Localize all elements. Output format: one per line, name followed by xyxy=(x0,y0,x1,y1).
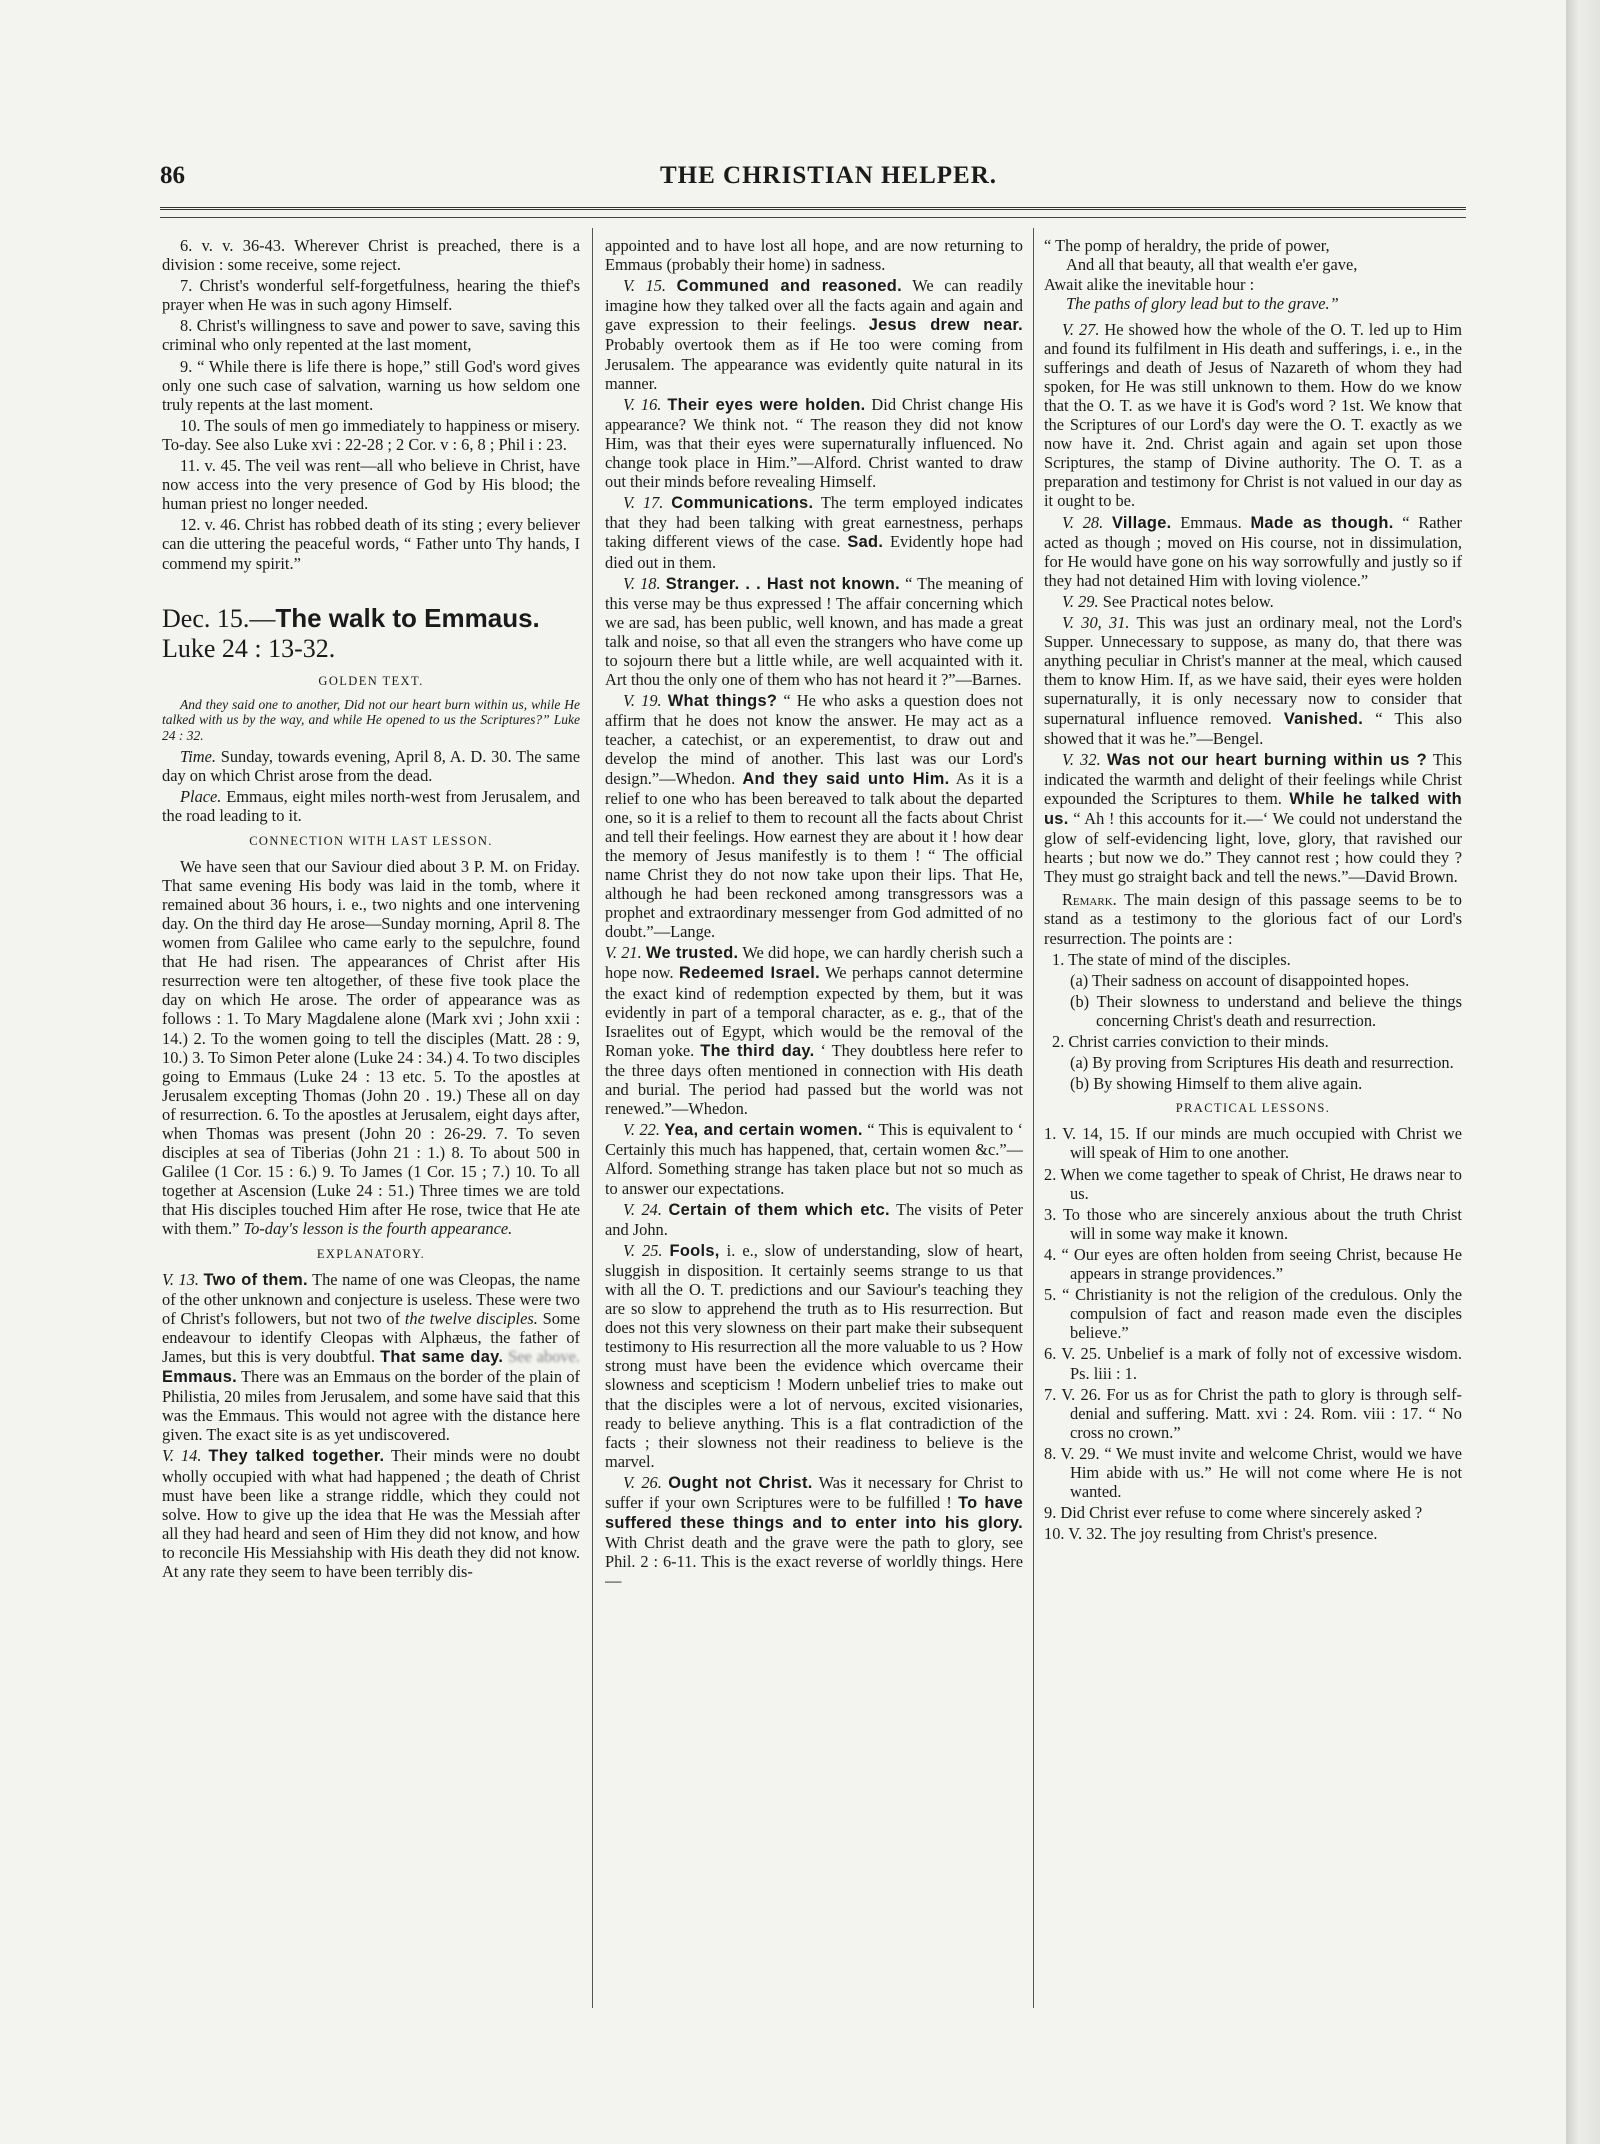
verse-13-see-above: See above. xyxy=(508,1347,580,1366)
remark-paragraph xyxy=(1044,890,1462,947)
verse-32-text-2: “ Ah ! this accounts for it.—‘ We could not understand the glow of self-evidencing light, love, glory, that ravished our hearts ; but now we do.” They cannot rest ; how could they ? They must go straight back and tell the news.”—David Brown. xyxy=(1044,808,1462,887)
verse-25-note xyxy=(605,1241,1023,1471)
verse-26-text: Was it necessary for Christ to suffer if your own Scriptures were to be fulfilled ! xyxy=(605,1472,1023,1512)
connection-paragraph xyxy=(162,857,580,1239)
note-6: 6. v. v. 36-43. Wherever Christ is preached, there is a division : some receive, some reject. xyxy=(162,236,580,275)
practical-lesson-1: 1. V. 14, 15. If our minds are much occupied with Christ we will speak of Him to one another. xyxy=(1044,1124,1462,1163)
verse-14-ref: V. 14. xyxy=(162,1446,202,1466)
golden-text-heading: GOLDEN TEXT. xyxy=(318,673,424,688)
verse-21-text-2: We perhaps cannot determine the exact kind of redemption expected by them, but it was evidently in part of a temporal character, as e. g., that of the Israelites out of Egypt, which would be the removal of the Roman yoke. xyxy=(605,963,1023,1060)
column-divider-1 xyxy=(592,228,593,2008)
note-12: 12. v. 46. Christ has robbed death of its sting ; every believer can die uttering the peaceful words, “ Father unto Thy hands, I commend my spirit.” xyxy=(162,515,580,573)
time-label: Time. xyxy=(180,747,216,767)
verse-24-text: The visits of Peter and John. xyxy=(605,1199,1023,1239)
running-title: THE CHRISTIAN HELPER. xyxy=(660,162,998,189)
verse-24-ref: V. 24. xyxy=(623,1199,662,1219)
verse-15-heading-2: Jesus drew near. xyxy=(868,316,1023,335)
practical-lesson-4: 4. “ Our eyes are often holden from seeing Christ, because He appears in strange providences.” xyxy=(1044,1244,1462,1284)
page-edge-shadow xyxy=(1566,0,1600,2144)
verse-22-text: “ This is equivalent to ‘ Certainly this much has happened, that, certain women &c.”—Alford. Something strange has taken place but not so much as to answer our expectations. xyxy=(605,1120,1023,1198)
verse-18-heading: Stranger. . . Hast not known. xyxy=(665,574,900,593)
verse-26-text-2: With Christ death and the grave were the path to glory, see Phil. 2 : 6-11. This is the exact reverse of worldly things. Here— xyxy=(605,1533,1023,1591)
note-9: 9. “ While there is life there is hope,” still God's word gives only one such case of salvation, warning us how seldom one truly repents at the last moment. xyxy=(162,356,580,414)
column-3 xyxy=(1044,236,1462,1996)
verse-19-text: “ He who asks a question does not affirm that he does not know the answer. He may act as a teacher, a catechist, or an experementist, to draw out and develop the mind of another. This last was our Lord's design.”—Whedon. xyxy=(605,691,1023,788)
verse-25-heading: Fools, xyxy=(669,1241,720,1260)
verse-30-note xyxy=(1044,613,1462,748)
point-2a: (a) By proving from Scriptures His death and resurrection. xyxy=(1070,1053,1454,1073)
remark-label: Remark. xyxy=(1062,890,1117,910)
verse-18-text: “ The meaning of this verse may be thus expressed ! The affair concerning which we are sad, has been public, well known, and has made a great talk and noise, so that all even the strangers who have come up to sojourn there but a little while, are well acquainted with it. Art thou the only one of them who has not heard it ?”—Barnes. xyxy=(605,573,1023,690)
verse-21-heading-2: Redeemed Israel. xyxy=(678,964,820,983)
verse-18-ref: V. 18. xyxy=(623,573,661,593)
verse-16-heading: Their eyes were holden. xyxy=(667,395,866,414)
verse-26-ref: V. 26. xyxy=(623,1472,662,1492)
verse-28-text: “ Rather acted as though ; moved on His course, not in dissimulation, for He would have gone on his way sorrowfully and justly so if they had not detained Him with loving violence.” xyxy=(1044,512,1462,590)
point-1: 1. The state of mind of the disciples. xyxy=(1052,949,1291,969)
verse-21-note xyxy=(605,943,1023,1118)
practical-lesson-3: 3. To those who are sincerely anxious about the truth Christ will in some way make it known. xyxy=(1044,1204,1462,1243)
lesson-reference: Luke 24 : 13-32. xyxy=(162,633,336,663)
verse-13-text-d: There was an Emmaus on the border of the plain of Philistia, 20 miles from Jerusalem, and some have said that this was the Emmaus. This would not agree with the distance here given. The exact site is as yet undiscovered. xyxy=(162,1367,580,1445)
verse-13-heading-3: Emmaus. xyxy=(162,1368,237,1387)
lesson-heading xyxy=(162,603,580,664)
verse-13-text-c: Some endeavour to identify Cleopas with Alphæus, the father of James, but this is very doubtful. xyxy=(162,1308,580,1366)
verse-24-heading: Certain of them which etc. xyxy=(668,1200,890,1219)
verse-14-text: Their minds were no doubt wholly occupied with what had happened ; the death of Christ must have been like a strange riddle, which they could not solve. How to give up the idea that He was the Messiah after all they had heard and seen of Him they did not know, and how to reconcile His Messiahship with His death they did not know. At any rate they seem to have been terribly dis- xyxy=(162,1446,580,1582)
verse-28-heading: Village. xyxy=(1111,513,1172,532)
verse-24-note xyxy=(605,1200,1023,1239)
connection-end: To-day's lesson is the fourth appearance. xyxy=(243,1219,513,1239)
verse-19-ref: V. 19. xyxy=(623,691,662,711)
verse-32-text: This indicated the warmth and delight of their feelings while Christ expounded the Scriptures to them. xyxy=(1044,749,1462,808)
verse-32-heading: Was not our heart burning within us ? xyxy=(1106,750,1427,769)
verse-13-heading-2: That same day. xyxy=(380,1348,504,1366)
column-2 xyxy=(605,236,1023,1996)
poem-quote xyxy=(1044,236,1462,314)
page-number: 86 xyxy=(160,162,185,189)
verse-15-text-2: Probably overtook them as if He too were coming from Jerusalem. The appearance was evidently quite natural in its manner. xyxy=(605,335,1023,393)
practical-lesson-5: 5. “ Christianity is not the religion of the credulous. Only the compulsion of fact and reason made even the disciples believe.” xyxy=(1044,1285,1462,1343)
verse-17-ref: V. 17. xyxy=(623,493,664,513)
verse-13-ref: V. 13. xyxy=(162,1269,200,1289)
time-text: Sunday, towards evening, April 8, A. D. 30. The same day on which Christ arose from the dead. xyxy=(162,747,580,786)
verse-32-heading-2: While he talked with us. xyxy=(1044,789,1462,828)
poem-line-4: The paths of glory lead but to the grave.” xyxy=(1066,294,1339,314)
point-1a: (a) Their sadness on account of disappointed hopes. xyxy=(1070,970,1410,990)
verse-21-heading: We trusted. xyxy=(645,944,739,963)
practical-lesson-9: 9. Did Christ ever refuse to come where sincerely asked ? xyxy=(1044,1503,1423,1523)
practical-lesson-8: 8. V. 29. “ We must invite and welcome Christ, would we have Him abide with us.” He will not come where He is not wanted. xyxy=(1044,1443,1462,1502)
verse-28-emmaus: Emmaus. xyxy=(1180,512,1242,532)
place-text: Emmaus, eight miles north-west from Jerusalem, and the road leading to it. xyxy=(162,787,580,826)
verse-32-note xyxy=(1044,750,1462,887)
verse-27-text: He showed how the whole of the O. T. led up to Him and found its fulfilment in His death and sufferings, i. e., in the sufferings and death of Jesus of Nazareth of whom they had spoken, for He was still unknown to them. How do we know that the O. T. as we have it is God's word ? 1st. We know that the Scriptures of our Lord's day were the O. T. exactly as we now have it. 2nd. Christ again and again set upon those Scriptures, the stamp of Divine authority. The O. T. as a preparation and testimony for Christ is not valued in our day as it ought to be. xyxy=(1044,319,1462,511)
note-11: 11. v. 45. The veil was rent—all who believe in Christ, have now access into the very presence of God by His blood; the human priest no longer needed. xyxy=(162,456,580,514)
verse-13-text-a: The name of one was Cleopas, the name of the other unknown and conjecture is useless. These were two of Christ's followers, but not two of xyxy=(162,1269,580,1328)
verse-27-note xyxy=(1044,320,1462,511)
point-2: 2. Christ carries conviction to their minds. xyxy=(1052,1032,1329,1051)
verse-30-heading: Vanished. xyxy=(1283,709,1364,728)
practical-lesson-10: 10. V. 32. The joy resulting from Christ's presence. xyxy=(1044,1524,1378,1544)
continued-text: appointed and to have lost all hope, and are now returning to Emmaus (probably their home) in sadness. xyxy=(605,236,1023,275)
poem-line-2: And all that beauty, all that wealth e'er gave, xyxy=(1066,255,1358,275)
verse-13-text-b: the twelve disciples. xyxy=(404,1308,538,1328)
verse-16-note xyxy=(605,395,1023,491)
connection-heading: CONNECTION WITH LAST LESSON. xyxy=(249,833,493,848)
verse-21-text: We did hope, we can hardly cherish such a hope now. xyxy=(605,943,1023,983)
page-header xyxy=(160,162,1466,196)
poem-line-1: “ The pomp of heraldry, the pride of power, xyxy=(1044,236,1330,255)
place-paragraph xyxy=(162,787,580,825)
verse-26-heading-2: To have suffered these things and to enter into his glory. xyxy=(605,1494,1023,1533)
verse-30-ref: V. 30, 31. xyxy=(1062,613,1130,633)
verse-17-note xyxy=(605,493,1023,571)
golden-text: And they said one to another, Did not our heart burn within us, while He talked with us by the way, and while He opened to us the Scriptures?” Luke 24 : 32. xyxy=(162,696,580,743)
verse-29-note xyxy=(1044,592,1462,611)
verse-25-text: i. e., slow of understanding, slow of heart, sluggish in disposition. It certainly seems strange to us that with all the O. T. predictions and our Saviour's teaching they are so slow to apprehend the truth as to His resurrection. But does not this very slowness on their part make their subsequent testimony to His resurrection all the more valuable to us ? How strong must have been the evidence which overcame their slowness and scepticism ! Modern unbelief tries to make out that the disciples were a lot of nervous, excited visionaries, ready to believe anything. This is a flat contradiction of the facts ; their slowness not their readiness to believe is the marvel. xyxy=(605,1240,1023,1471)
verse-26-heading: Ought not Christ. xyxy=(668,1473,813,1492)
verse-17-heading: Communications. xyxy=(671,494,814,513)
column-1 xyxy=(162,236,580,1996)
verse-26-note xyxy=(605,1473,1023,1591)
verse-13-note xyxy=(162,1270,580,1445)
practical-lesson-7: 7. V. 26. For us as for Christ the path to glory is through self-denial and suffering. Matt. xvi : 24. Rom. viii : 17. “ No cross no crown.” xyxy=(1044,1384,1462,1442)
verse-15-note xyxy=(605,276,1023,393)
practical-lessons-heading: PRACTICAL LESSONS. xyxy=(1175,1101,1331,1116)
verse-19-note xyxy=(605,691,1023,941)
remark-text: The main design of this passage seems to be to stand as a testimony to the glorious fact of our Lord's resurrection. The points are : xyxy=(1044,890,1462,948)
verse-29-ref: V. 29. xyxy=(1062,591,1099,611)
verse-30-text-2: “ This also showed that it was he.”—Bengel. xyxy=(1044,708,1462,748)
verse-14-heading: They talked together. xyxy=(208,1447,385,1466)
poem-line-3: Await alike the inevitable hour : xyxy=(1044,274,1255,294)
verse-22-note xyxy=(605,1120,1023,1197)
verse-17-heading-2: Sad. xyxy=(847,533,884,552)
verse-14-note xyxy=(162,1446,580,1581)
verse-21-heading-3: The third day. xyxy=(700,1041,815,1060)
verse-15-text: We can readily imagine how they talked over all the facts again and again and gave expression to their feelings. xyxy=(605,276,1023,335)
note-7: 7. Christ's wonderful self-forgetfulness, hearing the thief's prayer when He was in such agony Himself. xyxy=(162,276,580,315)
explanatory-heading: EXPLANATORY. xyxy=(316,1246,426,1261)
practical-lesson-6: 6. V. 25. Unbelief is a mark of folly not of excessive wisdom. Ps. liii : 1. xyxy=(1044,1344,1462,1383)
verse-15-heading: Communed and reasoned. xyxy=(676,277,902,296)
verse-17-text: The term employed indicates that they had been talking with great earnestness, perhaps taking different views of the case. xyxy=(605,493,1023,552)
verse-28-ref: V. 28. xyxy=(1062,512,1104,532)
lesson-date: Dec. 15.— xyxy=(162,603,276,633)
practical-lesson-2: 2. When we come tagether to speak of Christ, He draws near to us. xyxy=(1044,1164,1462,1203)
point-1b: (b) Their slowness to understand and believe the things concerning Christ's death and resurrection. xyxy=(1070,991,1462,1030)
verse-15-ref: V. 15. xyxy=(623,276,667,296)
verse-19-heading: What things? xyxy=(667,692,778,711)
time-paragraph xyxy=(162,747,580,785)
verse-22-heading: Yea, and certain women. xyxy=(664,1121,863,1140)
verse-32-ref: V. 32. xyxy=(1062,749,1101,769)
verse-13-heading: Two of them. xyxy=(203,1270,308,1289)
place-label: Place. xyxy=(180,787,222,807)
verse-25-ref: V. 25. xyxy=(623,1240,663,1260)
verse-21-ref: V. 21. xyxy=(605,943,642,963)
verse-16-text: Did Christ change His appearance? We think not. “ The reason they did not know Him, was that their eyes were supernaturally influenced. No change took place in Him.”—Alford. Christ wanted to draw out their minds before revealing Himself. xyxy=(605,394,1023,492)
lesson-title: The walk to Emmaus. xyxy=(275,602,540,633)
verse-17-text-2: Evidently hope had died out in them. xyxy=(605,532,1023,572)
verse-27-ref: V. 27. xyxy=(1062,319,1100,339)
verse-29-text: See Practical notes below. xyxy=(1102,591,1274,611)
connection-text: We have seen that our Saviour died about 3 P. M. on Friday. That same evening His body was laid in the tomb, where it remained about 36 hours, i. e., two nights and one intervening day. On the third day He arose—Sunday morning, April 8. The women from Galilee who came early to the sepulchre, found that He had risen. The appearances of Christ after His resurrection were ten altogether, of these five took place the day on which He arose. The order of appearance was as follows : 1. To Mary Magdalene alone (Mark xvi ; John xxii : 14.) 2. To the women going to tell the disciples (Matt. 28 : 9, 10.) 3. To Simon Peter alone (Luke 24 : 34.) 4. To two disciples going to Emmaus (Luke 24 : 13 etc. 5. To the apostles at Jerusalem excepting Thomas (John 20 . 19.) These all on day of resurrection. 6. To the apostles at Jerusalem, eight days after, when Thomas was present (John 20 : 26-29. 7. To seven disciples at sea of Tiberias (John 21 : 1.) 8. To about 500 in Galilee (1 Cor. 15 : 6.) 9. To James (1 Cor. 15 ; 7.) 10. To all together at Ascension (Luke 24 : 51.) Three times we are told that His disciples touched Him after He rose, twice that He ate with them.” xyxy=(162,856,580,1239)
column-divider-2 xyxy=(1033,228,1034,2008)
verse-19-heading-2: And they said unto Him. xyxy=(742,769,950,788)
verse-28-heading-2: Made as though. xyxy=(1250,513,1394,532)
header-double-rule xyxy=(160,207,1466,214)
verse-18-note xyxy=(605,574,1023,690)
verse-21-text-3: ‘ They doubtless here refer to the three days often mentioned in connection with His death and burial. The period had passed but the world was not renewed.”—Whedon. xyxy=(605,1040,1023,1119)
verse-28-note xyxy=(1044,513,1462,590)
verse-19-text-2: As it is a relief to one who has been bereaved to talk about the departed one, so it is a relief to them to recount all the facts about Christ and tell their feelings. How earnest they are about it ! how dear the memory of Jesus manifestly is to them ! “ The official name Christ they do not now take upon their lips. That He, although he had been reckoned among transgressors was a prophet and extraordinary messenger from God admitted of no doubt.”—Lange. xyxy=(605,768,1023,942)
verse-16-ref: V. 16. xyxy=(623,394,662,414)
point-2b: (b) By showing Himself to them alive again. xyxy=(1070,1074,1363,1094)
note-10: 10. The souls of men go immediately to happiness or misery. To-day. See also Luke xvi : 22-28 ; 2 Cor. v : 6, 8 ; Phil i : 23. xyxy=(162,415,580,454)
verse-22-ref: V. 22. xyxy=(623,1120,660,1140)
note-8: 8. Christ's willingness to save and power to save, saving this criminal who only repented at the last moment, xyxy=(162,316,580,355)
header-rule xyxy=(160,217,1466,218)
verse-30-text: This was just an ordinary meal, not the Lord's Supper. Unnecessary to suppose, as many do, that there was anything peculiar in Christ's manner at the meal, which caused them to know Him. If, as we have said, their eyes were holden supernaturally, it is only necessary now to consider that supernatural influence removed. xyxy=(1044,613,1462,728)
